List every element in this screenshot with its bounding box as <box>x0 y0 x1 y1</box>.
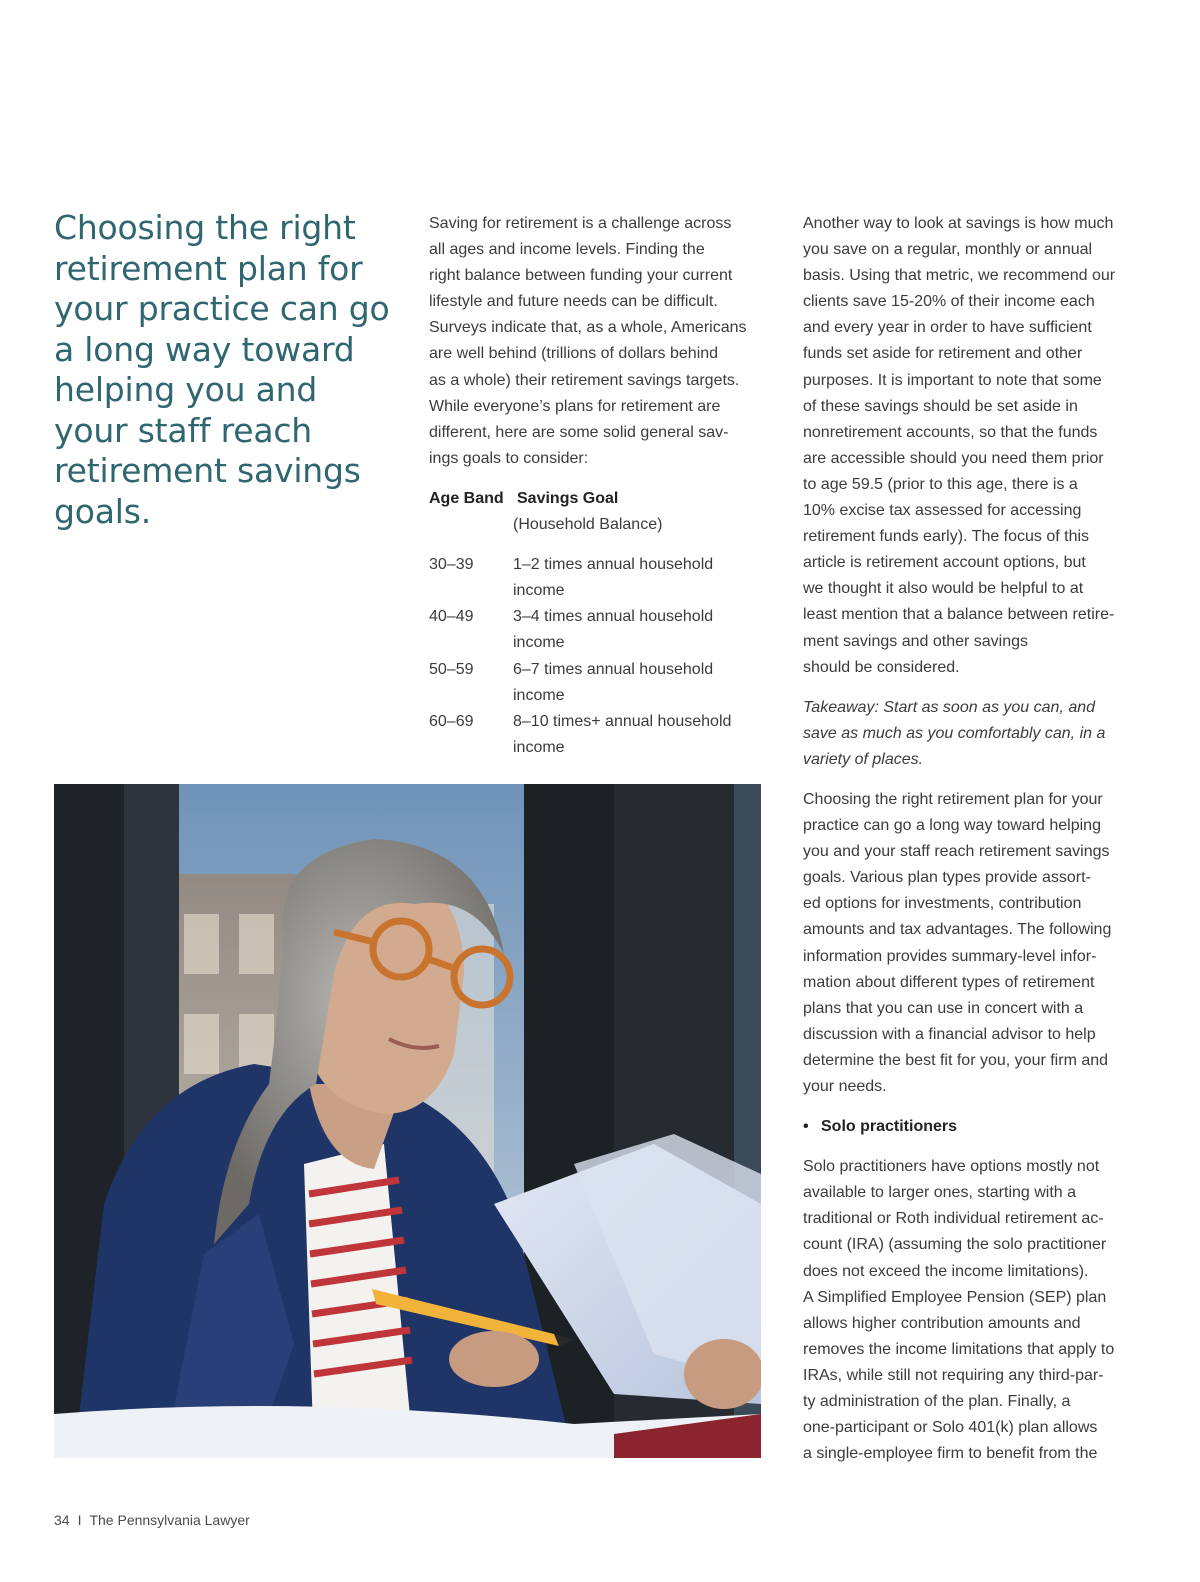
text-line: allows higher contribution amounts and <box>803 1314 1081 1332</box>
text-line: we thought it also would be helpful to at <box>803 580 1084 598</box>
goal-line: income <box>513 686 565 704</box>
goal-cell <box>513 657 764 709</box>
text-line: all ages and income levels. Finding the <box>429 241 705 259</box>
woman-reading-document-illustration <box>54 784 761 1458</box>
pull-quote-line: helping you and <box>54 370 318 409</box>
text-line: discussion with a financial advisor to help <box>803 1025 1096 1043</box>
goal-line: 1–2 times annual household <box>513 556 714 574</box>
bullet-solo-practitioners <box>803 1114 1143 1140</box>
header-age-band: Age Band <box>429 489 504 507</box>
pull-quote <box>54 208 394 532</box>
savings-goal-table <box>429 486 764 761</box>
text-line: traditional or Roth individual retirement ac- <box>803 1210 1104 1228</box>
text-line: right balance between funding your current <box>429 267 733 285</box>
text-line: are accessible should you need them prior <box>803 449 1104 467</box>
pull-quote-line: Choosing the right <box>54 208 356 247</box>
text-line: one-participant or Solo 401(k) plan allows <box>803 1419 1098 1437</box>
pull-quote-line: a long way toward <box>54 329 355 369</box>
goal-line: 8–10 times+ annual household <box>513 712 732 730</box>
text-line: retirement funds early). The focus of this <box>803 528 1090 546</box>
text-line: of these savings should be set aside in <box>803 397 1078 415</box>
text-line: Takeaway: Start as soon as you can, and <box>803 698 1096 716</box>
age-cell: 50–59 <box>429 660 474 678</box>
page-footer <box>54 1512 250 1528</box>
age-cell: 60–69 <box>429 712 474 730</box>
text-line: goals. Various plan types provide assort- <box>803 869 1091 887</box>
text-line: Solo practitioners have options mostly not <box>803 1158 1100 1176</box>
text-line: amounts and tax advantages. The following <box>803 921 1112 939</box>
text-line: does not exceed the income limitations). <box>803 1262 1089 1280</box>
goal-cell <box>513 604 764 656</box>
text-line: variety of places. <box>803 750 924 768</box>
text-line: to age 59.5 (prior to this age, there is a <box>803 475 1078 493</box>
goal-line: income <box>513 582 565 600</box>
table-row <box>429 604 764 656</box>
text-line: available to larger ones, starting with a <box>803 1184 1077 1202</box>
intro-paragraph <box>429 211 764 472</box>
age-cell: 40–49 <box>429 608 474 626</box>
age-cell: 30–39 <box>429 556 474 574</box>
text-line: determine the best fit for you, your firm and <box>803 1051 1109 1069</box>
header-savings-goal: Savings Goal <box>517 489 619 507</box>
text-line: 10% excise tax assessed for accessing <box>803 502 1082 520</box>
text-line: IRAs, while still not requiring any third-par- <box>803 1366 1104 1384</box>
pull-quote-line: retirement savings <box>54 451 361 490</box>
page-number: 34 <box>54 1512 70 1528</box>
article-photo <box>54 784 761 1458</box>
pull-quote-line: your staff reach <box>54 410 312 450</box>
goal-line: 6–7 times annual household <box>513 660 714 678</box>
bullet-label: Solo practitioners <box>821 1118 958 1136</box>
paragraph-savings-metric <box>803 211 1143 681</box>
publication-name: The Pennsylvania Lawyer <box>89 1512 250 1528</box>
text-line: practice can go a long way toward helping <box>803 817 1101 835</box>
text-line: While everyone’s plans for retirement are <box>429 397 721 415</box>
text-line: as a whole) their retirement savings targets. <box>429 371 740 389</box>
footer-separator: I <box>77 1512 82 1528</box>
text-line: funds set aside for retirement and other <box>803 345 1083 363</box>
text-line: nonretirement accounts, so that the funds <box>803 423 1098 441</box>
bullet-icon: • <box>803 1118 809 1136</box>
pull-quote-line: your practice can go <box>54 289 390 328</box>
text-line: are well behind (trillions of dollars behind <box>429 345 719 363</box>
text-line: article is retirement account options, but <box>803 554 1086 572</box>
goal-cell <box>513 552 764 604</box>
article-column-middle <box>429 211 764 761</box>
text-line: you and your staff reach retirement savings <box>803 843 1110 861</box>
text-line: you save on a regular, monthly or annual <box>803 241 1093 259</box>
pull-quote-line: goals. <box>54 491 152 531</box>
text-line: count (IRA) (assuming the solo practitioner <box>803 1236 1107 1254</box>
text-line: save as much as you comfortably can, in a <box>803 724 1106 742</box>
goal-line: 3–4 times annual household <box>513 608 714 626</box>
text-line: a single-employee firm to benefit from the <box>803 1445 1098 1463</box>
text-line: Choosing the right retirement plan for your <box>803 790 1103 808</box>
text-line: Another way to look at savings is how much <box>803 215 1114 232</box>
text-line: ment savings and other savings <box>803 632 1029 650</box>
text-line: different, here are some solid general sav- <box>429 423 729 441</box>
pull-quote-line: retirement plan for <box>54 248 363 288</box>
text-line: ed options for investments, contribution <box>803 895 1082 913</box>
article-column-right <box>803 211 1143 1481</box>
goal-line: income <box>513 738 565 756</box>
text-line: and every year in order to have sufficient <box>803 319 1092 337</box>
text-line: should be considered. <box>803 658 960 676</box>
text-line: mation about different types of retirement <box>803 973 1095 991</box>
text-line: basis. Using that metric, we recommend our <box>803 267 1116 285</box>
paragraph-solo-practitioners <box>803 1154 1143 1467</box>
text-line: clients save 15-20% of their income each <box>803 293 1095 311</box>
text-line: lifestyle and future needs can be difficult. <box>429 293 718 311</box>
table-row <box>429 657 764 709</box>
text-line: information provides summary-level infor- <box>803 947 1097 965</box>
goal-cell <box>513 709 764 761</box>
text-line: removes the income limitations that apply to <box>803 1340 1115 1358</box>
table-header <box>429 486 764 512</box>
text-line: purposes. It is important to note that some <box>803 371 1102 389</box>
table-row <box>429 552 764 604</box>
text-line: plans that you can use in concert with a <box>803 999 1084 1017</box>
takeaway-paragraph <box>803 695 1143 773</box>
goal-line: income <box>513 634 565 652</box>
table-row <box>429 709 764 761</box>
text-line: A Simplified Employee Pension (SEP) plan <box>803 1288 1107 1306</box>
text-line: ty administration of the plan. Finally, a <box>803 1393 1071 1411</box>
text-line: ings goals to consider: <box>429 449 589 467</box>
text-line: your needs. <box>803 1078 887 1095</box>
text-line: Surveys indicate that, as a whole, Americans <box>429 319 747 337</box>
header-subtitle: (Household Balance) <box>513 516 663 534</box>
text-line: least mention that a balance between retire- <box>803 606 1115 624</box>
paragraph-choosing-plan <box>803 787 1143 1100</box>
text-line: Saving for retirement is a challenge across <box>429 215 732 232</box>
